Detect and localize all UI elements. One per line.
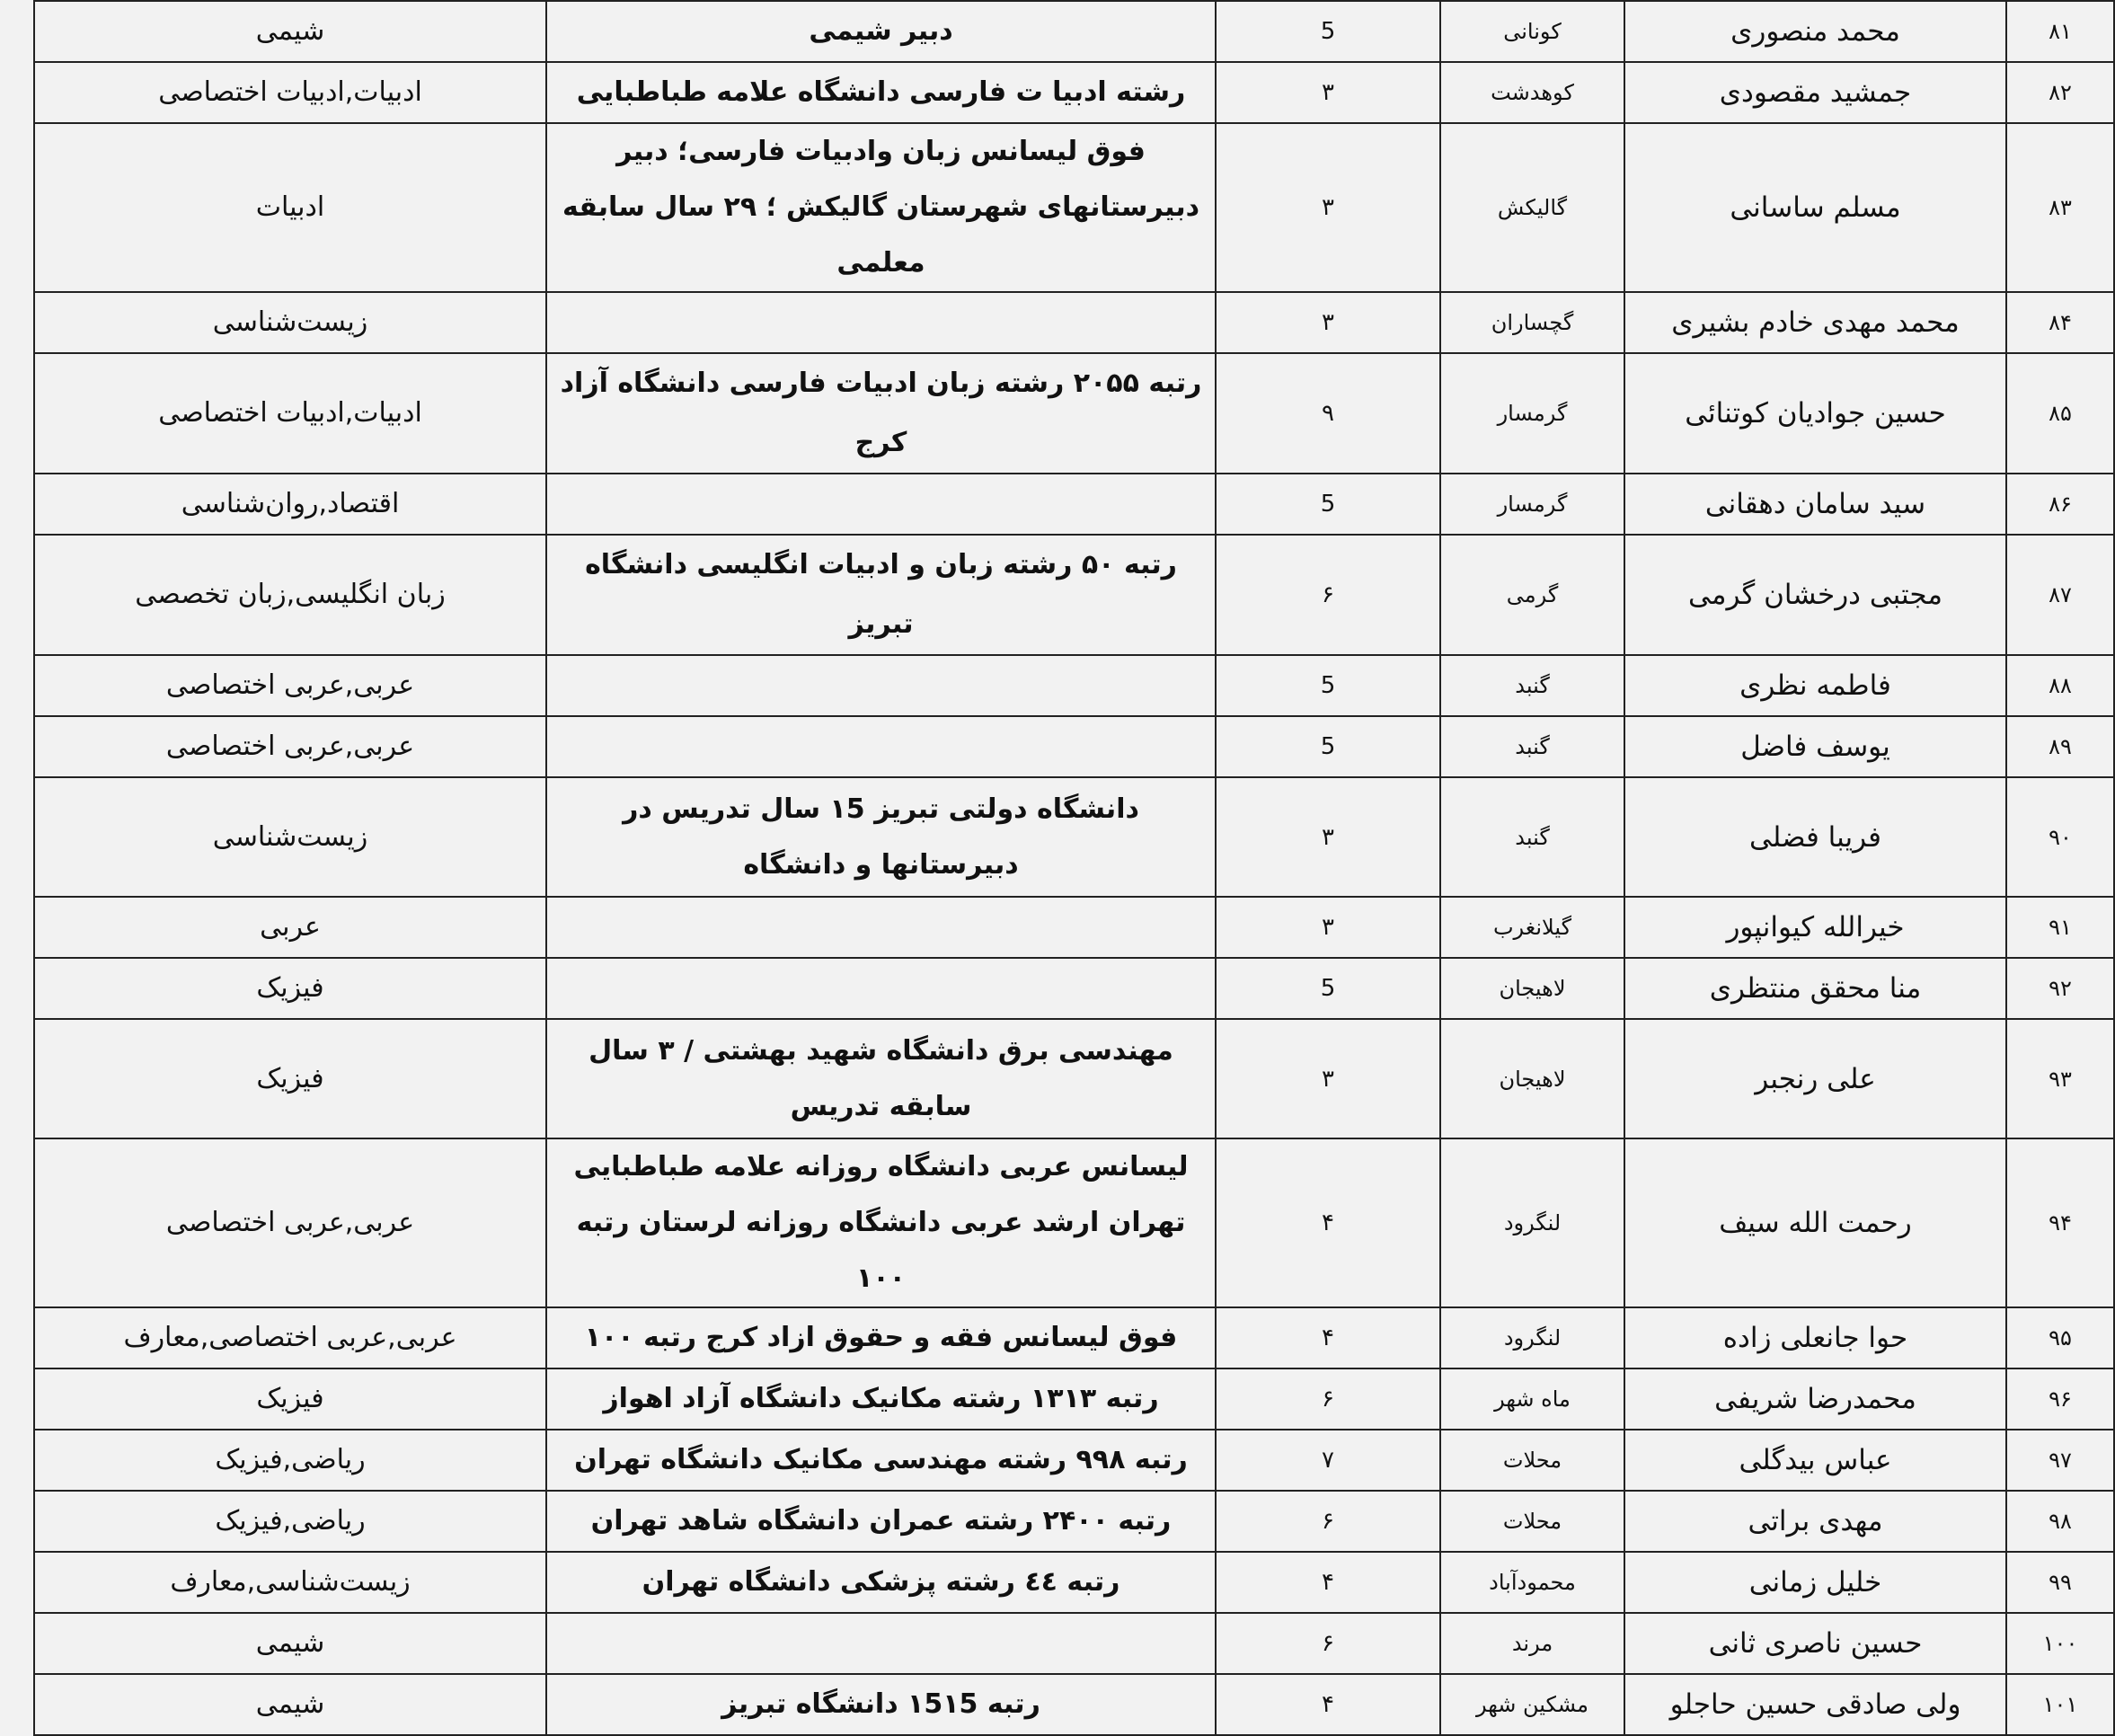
subject-text: فیزیک	[256, 972, 324, 1004]
subject-cell	[34, 777, 546, 897]
subject-cell	[34, 535, 546, 655]
subject-text: ریاضی,فیزیک	[215, 1444, 366, 1475]
grade-text: ۳	[1322, 823, 1334, 851]
description-cell	[546, 897, 1216, 958]
subject-cell	[34, 62, 546, 123]
city-cell	[1440, 62, 1624, 123]
grade-cell	[1216, 1019, 1440, 1138]
subject-cell	[34, 1138, 546, 1307]
teacher-name-text: محمد مهدی خادم بشیری	[1671, 306, 1960, 339]
table-row	[34, 1613, 2114, 1674]
city-cell	[1440, 958, 1624, 1019]
subject-cell	[34, 1, 546, 62]
subject-text: ادبیات	[255, 191, 325, 223]
teacher-name-text: مهدی براتی	[1748, 1505, 1883, 1537]
city-text: کونانی	[1503, 19, 1562, 44]
city-cell	[1440, 777, 1624, 897]
grade-cell	[1216, 1613, 1440, 1674]
grade-cell	[1216, 897, 1440, 958]
description-text: رشته ادبیا ت فارسی دانشگاه علامه طباطبایی	[576, 76, 1186, 108]
row-number-cell	[2006, 474, 2114, 535]
city-text: گیلانغرب	[1492, 915, 1572, 940]
table-body	[34, 1, 2114, 1735]
subject-cell	[34, 958, 546, 1019]
grade-cell	[1216, 1138, 1440, 1307]
subject-cell	[34, 353, 546, 474]
subject-cell	[34, 1552, 546, 1613]
subject-cell	[34, 1430, 546, 1491]
city-text: گچساران	[1491, 310, 1574, 335]
grade-cell	[1216, 958, 1440, 1019]
table-row	[34, 353, 2114, 474]
teacher-name-cell	[1624, 1491, 2006, 1552]
grade-text: ۴	[1322, 1691, 1334, 1718]
grade-text: ۶	[1322, 1630, 1334, 1657]
row-number-cell	[2006, 1613, 2114, 1674]
teacher-name-cell	[1624, 292, 2006, 353]
city-text: گرمسار	[1497, 401, 1568, 426]
row-number-cell	[2006, 1674, 2114, 1735]
teacher-name-cell	[1624, 1, 2006, 62]
city-text: گرمی	[1506, 582, 1559, 607]
grade-cell	[1216, 353, 1440, 474]
table-row	[34, 897, 2114, 958]
subject-cell	[34, 1674, 546, 1735]
teacher-name-cell	[1624, 1430, 2006, 1491]
row-number-text: ۸۶	[2049, 492, 2072, 517]
grade-text: ۶	[1322, 1386, 1334, 1413]
description-cell	[546, 535, 1216, 655]
teacher-name-cell	[1624, 1019, 2006, 1138]
city-cell	[1440, 716, 1624, 777]
city-text: گنبد	[1515, 734, 1550, 759]
teacher-name-cell	[1624, 1307, 2006, 1368]
subject-text: عربی	[260, 911, 321, 943]
city-cell	[1440, 1368, 1624, 1430]
grade-cell	[1216, 292, 1440, 353]
row-number-cell	[2006, 353, 2114, 474]
teacher-name-text: خیرالله کیوانپور	[1726, 911, 1905, 943]
grade-text: 5	[1320, 491, 1336, 518]
table-row	[34, 474, 2114, 535]
description-text: فوق لیسانس زبان وادبیات فارسی؛ دبیر دبیرستانهای شهرستان گالیکش ؛ ۲۹ سال سابقه معلمی	[562, 136, 1199, 279]
row-number-cell	[2006, 897, 2114, 958]
table-row	[34, 958, 2114, 1019]
table-row	[34, 1552, 2114, 1613]
description-cell	[546, 1552, 1216, 1613]
subject-cell	[34, 1491, 546, 1552]
description-text: رتبه ۵۰ رشته زبان و ادبیات انگلیسی دانشگاه تبریز	[585, 549, 1177, 640]
city-text: لاهیجان	[1499, 976, 1566, 1001]
subject-text: شیمی	[255, 1627, 325, 1659]
subject-cell	[34, 1307, 546, 1368]
description-cell	[546, 958, 1216, 1019]
subject-text: زیست‌شناسی	[212, 306, 368, 338]
description-cell	[546, 1613, 1216, 1674]
subject-cell	[34, 1368, 546, 1430]
description-text: مهندسی برق دانشگاه شهید بهشتی / ۳ سال سابقه تدریس	[588, 1034, 1173, 1122]
row-number-cell	[2006, 292, 2114, 353]
description-text: رتبه ۱۳۱۳ رشته مکانیک دانشگاه آزاد اهواز	[603, 1383, 1159, 1414]
row-number-cell	[2006, 1019, 2114, 1138]
city-text: ماه شهر	[1494, 1386, 1571, 1412]
grade-text: ۳	[1322, 194, 1334, 221]
city-cell	[1440, 474, 1624, 535]
subject-text: عربی,عربی اختصاصی	[165, 731, 415, 762]
grade-cell	[1216, 535, 1440, 655]
description-cell	[546, 716, 1216, 777]
grade-cell	[1216, 1368, 1440, 1430]
row-number-text: ۱۰۱	[2042, 1692, 2078, 1717]
city-cell	[1440, 1307, 1624, 1368]
row-number-text: ۸۲	[2049, 80, 2072, 105]
subject-text: عربی,عربی اختصاصی	[165, 669, 415, 701]
description-text: لیسانس عربی دانشگاه روزانه علامه طباطبایی تهران ارشد عربی دانشگاه روزانه لرستان رتبه ۱۰۰	[573, 1151, 1189, 1294]
row-number-text: ۹۶	[2049, 1386, 2072, 1412]
city-cell	[1440, 123, 1624, 292]
city-cell	[1440, 353, 1624, 474]
row-number-text: ۱۰۰	[2042, 1631, 2078, 1656]
description-cell	[546, 1307, 1216, 1368]
teacher-name-cell	[1624, 474, 2006, 535]
grade-cell	[1216, 655, 1440, 716]
subject-text: شیمی	[255, 1688, 325, 1720]
teacher-name-text: مسلم ساسانی	[1730, 191, 1901, 224]
subject-cell	[34, 897, 546, 958]
description-text: رتبه ۲۴۰۰ رشته عمران دانشگاه شاهد تهران	[590, 1505, 1172, 1537]
subject-text: فیزیک	[256, 1062, 324, 1094]
teacher-name-cell	[1624, 123, 2006, 292]
row-number-text: ۹۴	[2049, 1210, 2072, 1236]
subject-text: زیست‌شناسی,معارف	[170, 1566, 411, 1598]
row-number-cell	[2006, 1491, 2114, 1552]
city-text: لاهیجان	[1499, 1066, 1566, 1092]
row-number-cell	[2006, 1307, 2114, 1368]
description-text: دانشگاه دولتی تبریز ۱5 سال تدریس در دبیرستانها و دانشگاه	[623, 793, 1139, 881]
table-row	[34, 1491, 2114, 1552]
description-text: فوق لیسانس فقه و حقوق ازاد کرج رتبه ۱۰۰	[584, 1322, 1178, 1353]
teacher-name-cell	[1624, 958, 2006, 1019]
teacher-name-cell	[1624, 716, 2006, 777]
teacher-name-text: منا محقق منتظری	[1709, 972, 1922, 1005]
city-cell	[1440, 1674, 1624, 1735]
grade-text: 5	[1320, 18, 1336, 45]
grade-text: ۷	[1322, 1447, 1334, 1474]
city-text: لنگرود	[1503, 1210, 1562, 1236]
subject-cell	[34, 1019, 546, 1138]
teacher-name-cell	[1624, 1368, 2006, 1430]
teacher-name-cell	[1624, 897, 2006, 958]
teacher-name-text: سید سامان دهقانی	[1704, 488, 1926, 520]
subject-cell	[34, 292, 546, 353]
row-number-text: ۹۷	[2049, 1448, 2072, 1473]
city-cell	[1440, 1138, 1624, 1307]
teacher-name-text: یوسف فاضل	[1740, 731, 1890, 763]
teacher-name-text: فاطمه نظری	[1739, 669, 1891, 702]
row-number-text: ۹۵	[2049, 1325, 2072, 1351]
row-number-cell	[2006, 123, 2114, 292]
description-cell	[546, 1491, 1216, 1552]
row-number-text: ۹۲	[2049, 976, 2072, 1001]
table-row	[34, 1674, 2114, 1735]
teacher-name-text: حسین جوادیان کوتنائی	[1685, 397, 1946, 430]
city-text: گنبد	[1515, 673, 1550, 698]
teacher-name-text: عباس بیدگلی	[1739, 1444, 1892, 1476]
grade-cell	[1216, 1307, 1440, 1368]
row-number-cell	[2006, 62, 2114, 123]
table-row	[34, 62, 2114, 123]
teacher-name-cell	[1624, 1138, 2006, 1307]
description-cell	[546, 655, 1216, 716]
subject-text: زیست‌شناسی	[212, 820, 368, 853]
row-number-cell	[2006, 1, 2114, 62]
grade-text: ۳	[1322, 79, 1334, 106]
description-cell	[546, 62, 1216, 123]
grade-cell	[1216, 1, 1440, 62]
grade-text: ۶	[1322, 1508, 1334, 1535]
row-number-cell	[2006, 1138, 2114, 1307]
teacher-name-text: مجتبی درخشان گرمی	[1688, 579, 1942, 611]
table-row	[34, 292, 2114, 353]
city-cell	[1440, 1613, 1624, 1674]
subject-text: ریاضی,فیزیک	[215, 1505, 366, 1537]
subject-cell	[34, 123, 546, 292]
subject-cell	[34, 474, 546, 535]
grade-text: ۶	[1322, 581, 1334, 608]
description-text: دبیر شیمی	[809, 15, 953, 47]
table-row	[34, 1368, 2114, 1430]
grade-cell	[1216, 777, 1440, 897]
grade-text: 5	[1320, 975, 1336, 1002]
grade-text: ۳	[1322, 1065, 1334, 1093]
table-row	[34, 1019, 2114, 1138]
subject-text: ادبیات,ادبیات اختصاصی	[158, 76, 422, 108]
row-number-text: ۹۰	[2049, 824, 2072, 850]
city-text: مرند	[1511, 1631, 1553, 1656]
description-cell	[546, 1430, 1216, 1491]
row-number-cell	[2006, 655, 2114, 716]
teacher-name-text: حسین ناصری ثانی	[1708, 1627, 1923, 1660]
subject-cell	[34, 716, 546, 777]
row-number-text: ۸۴	[2049, 310, 2072, 335]
grade-cell	[1216, 1491, 1440, 1552]
teacher-name-text: محمد منصوری	[1730, 15, 1900, 48]
teacher-name-cell	[1624, 655, 2006, 716]
row-number-text: ۹۸	[2049, 1509, 2072, 1534]
grade-cell	[1216, 1552, 1440, 1613]
row-number-cell	[2006, 777, 2114, 897]
description-cell	[546, 292, 1216, 353]
description-text: رتبه ۲۰۵۵ رشته زبان ادبیات فارسی دانشگاه آزاد کرج	[560, 368, 1202, 458]
description-text: رتبه ۱5۱5 دانشگاه تبریز	[721, 1688, 1040, 1720]
city-cell	[1440, 1019, 1624, 1138]
grade-text: ۳	[1322, 914, 1334, 941]
row-number-text: ۸۱	[2049, 19, 2072, 44]
table-row	[34, 1, 2114, 62]
teacher-name-cell	[1624, 353, 2006, 474]
table-row	[34, 655, 2114, 716]
subject-text: شیمی	[255, 15, 325, 47]
city-text: محمودآباد	[1489, 1570, 1576, 1595]
grade-cell	[1216, 1674, 1440, 1735]
table-row	[34, 123, 2114, 292]
row-number-cell	[2006, 716, 2114, 777]
row-number-text: ۹۹	[2049, 1570, 2072, 1595]
grade-cell	[1216, 123, 1440, 292]
teacher-name-cell	[1624, 1674, 2006, 1735]
teacher-name-text: خلیل زمانی	[1748, 1566, 1882, 1599]
grade-cell	[1216, 1430, 1440, 1491]
row-number-text: ۹۳	[2049, 1066, 2072, 1092]
city-text: گرمسار	[1497, 492, 1568, 517]
subject-text: عربی,عربی اختصاصی,معارف	[123, 1322, 457, 1353]
description-cell	[546, 1, 1216, 62]
city-cell	[1440, 1430, 1624, 1491]
teacher-name-text: جمشید مقصودی	[1719, 76, 1912, 109]
city-cell	[1440, 535, 1624, 655]
description-cell	[546, 1019, 1216, 1138]
city-cell	[1440, 292, 1624, 353]
table-row	[34, 716, 2114, 777]
teacher-name-text: حوا جانعلی زاده	[1722, 1322, 1908, 1354]
row-number-text: ۸۸	[2049, 673, 2072, 698]
city-text: لنگرود	[1503, 1325, 1562, 1351]
row-number-text: ۸۳	[2049, 195, 2072, 220]
subject-text: فیزیک	[256, 1383, 324, 1414]
description-cell	[546, 123, 1216, 292]
teacher-name-cell	[1624, 777, 2006, 897]
teacher-name-cell	[1624, 1552, 2006, 1613]
row-number-text: ۹۱	[2049, 915, 2072, 940]
row-number-text: ۸۵	[2049, 401, 2072, 426]
city-text: محلات	[1502, 1448, 1562, 1473]
teacher-name-text: علی رنجبر	[1755, 1062, 1876, 1095]
table-row	[34, 1430, 2114, 1491]
description-text: رتبه ۹۹۸ رشته مهندسی مکانیک دانشگاه تهران	[574, 1444, 1188, 1475]
teacher-name-text: محمدرضا شریفی	[1714, 1383, 1916, 1415]
grade-text: ۴	[1322, 1324, 1334, 1351]
row-number-cell	[2006, 1368, 2114, 1430]
city-text: محلات	[1502, 1509, 1562, 1534]
row-number-cell	[2006, 958, 2114, 1019]
city-text: مشکین شهر	[1475, 1692, 1589, 1717]
description-cell	[546, 1138, 1216, 1307]
table-row	[34, 1307, 2114, 1368]
city-cell	[1440, 655, 1624, 716]
grade-text: 5	[1320, 672, 1336, 699]
description-cell	[546, 353, 1216, 474]
teachers-table-sheet	[33, 0, 2078, 1736]
row-number-text: ۸۷	[2049, 582, 2072, 607]
subject-text: زبان انگلیسی,زبان تخصصی	[135, 579, 446, 610]
description-cell	[546, 474, 1216, 535]
description-cell	[546, 1368, 1216, 1430]
subject-cell	[34, 1613, 546, 1674]
city-text: کوهدشت	[1491, 80, 1574, 105]
row-number-cell	[2006, 1430, 2114, 1491]
subject-cell	[34, 655, 546, 716]
grade-text: ۳	[1322, 309, 1334, 336]
teacher-name-text: فریبا فضلی	[1748, 820, 1881, 854]
city-text: گنبد	[1515, 824, 1550, 850]
subject-text: عربی,عربی اختصاصی	[165, 1207, 415, 1238]
description-cell	[546, 777, 1216, 897]
city-cell	[1440, 1552, 1624, 1613]
table-row	[34, 777, 2114, 897]
teacher-name-text: ولی صادقی حسین حاجلو	[1669, 1688, 1961, 1721]
teacher-name-cell	[1624, 1613, 2006, 1674]
subject-text: ادبیات,ادبیات اختصاصی	[158, 397, 422, 429]
grade-text: ۴	[1322, 1569, 1334, 1596]
grade-cell	[1216, 62, 1440, 123]
row-number-cell	[2006, 535, 2114, 655]
grade-text: ۴	[1322, 1209, 1334, 1236]
city-cell	[1440, 1, 1624, 62]
grade-text: ۹	[1322, 400, 1334, 427]
city-text: گالیکش	[1497, 195, 1568, 220]
table-row	[34, 535, 2114, 655]
table-row	[34, 1138, 2114, 1307]
row-number-text: ۸۹	[2049, 734, 2072, 759]
city-cell	[1440, 1491, 1624, 1552]
grade-cell	[1216, 716, 1440, 777]
grade-cell	[1216, 474, 1440, 535]
description-text: رتبه ٤٤ رشته پزشکی دانشگاه تهران	[642, 1566, 1120, 1598]
subject-text: اقتصاد,روان‌شناسی	[181, 488, 400, 519]
teacher-name-text: رحمت الله سیف	[1719, 1207, 1912, 1239]
row-number-cell	[2006, 1552, 2114, 1613]
description-cell	[546, 1674, 1216, 1735]
teachers-table	[33, 0, 2115, 1736]
city-cell	[1440, 897, 1624, 958]
teacher-name-cell	[1624, 535, 2006, 655]
grade-text: 5	[1320, 733, 1336, 760]
teacher-name-cell	[1624, 62, 2006, 123]
